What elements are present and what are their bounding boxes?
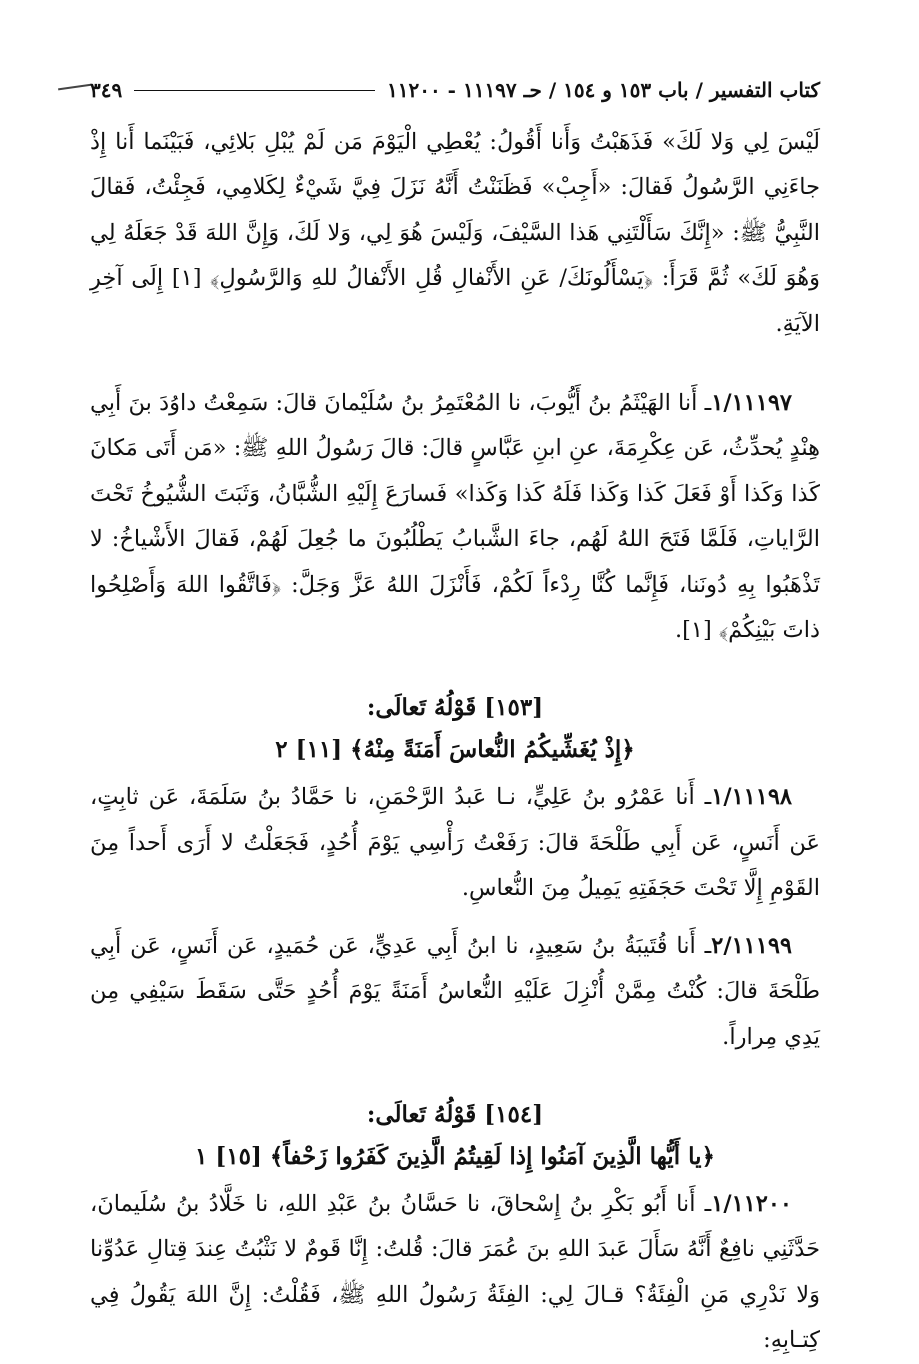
heading-label: [١٥٤] قَوْلُهُ تَعالَى:	[366, 1100, 544, 1128]
paragraph-text: لَيْسَ لِي وَلا لَكَ» فَذَهَبْتُ وَأَنا أَقُولُ: يُعْطِي الْيَوْمَ مَن لَمْ يُبْلِ بَلائِي، فَبَيْنَما أَنا إِذْ جاءَنِي الرَّسُولُ فَقالَ: «أَجِبْ» فَظَنَنْتُ أَنَّهُ نَزَلَ فِيَّ شَيْءٌ لِكَلامِي، فَجِئْتُ، فَقالَ النَّبِيُّ ﷺ: «إِنَّكَ سَأَلْتَنِي هَذا السَّيْفَ، وَلَيْسَ هُوَ لِي، وَلا لَكَ، وَإِنَّ اللهَ قَدْ جَعَلَهُ لِي وَهُوَ لَكَ» ثُمَّ قَرَأَ: ﴿يَسْأَلُونَكَ/ عَنِ الأَنْفالِ قُلِ الأَنْفالُ للهِ وَالرَّسُولِ﴾ [١] إِلَى آخِرِ الآيَةِ.	[90, 129, 820, 337]
heading-label: [١٥٣] قَوْلُهُ تَعالَى:	[366, 694, 544, 722]
hadith-11197	[90, 381, 820, 653]
hadith-text: ـ أَنا قُتَيبَةُ بنُ سَعِيدٍ، نا ابنُ أَبِي عَدِيٍّ، عَن حُمَيدٍ، عَن أَنَسٍ، عَن أَبِي طَلْحَةَ قالَ: كُنْتُ مِمَّنْ أُنْزِلَ عَلَيْهِ النُّعاسُ أَمَنَةً يَوْمَ أُحُدٍ حَتَّى سَقَطَ سَيْفِي مِن يَدِي مِراراً.	[90, 932, 820, 1050]
hadith-number: ١/١١٢٠٠	[711, 1190, 792, 1217]
page-number: ٣٤٩	[90, 78, 123, 102]
spacer	[90, 1060, 820, 1094]
hadith-11199	[90, 924, 820, 1060]
hadith-text: ـ أَنا أَبُو بَكْرِ بنُ إِسْحاقَ، نا حَسَّانُ بنُ عَبْدِ اللهِ، نا خَلَّادُ بنُ سُلَيمانَ، حَدَّثَنِي نافِعٌ أَنَّهُ سَأَلَ عَبدَ اللهِ بنَ عُمَرَ قالَ: قُلتُ: إِنَّا قَومٌ لا نَثْبُتُ عِندَ قِتالِ عَدُوِّنا وَلا نَدْرِي مَنِ الْفِئَةُ؟ قـالَ لِي: الفِئَةُ رَسُولُ اللهِ ﷺ، فَقُلْتُ: إِنَّ اللهَ يَقُولُ فِي كِتـابِهِ:	[90, 1190, 820, 1354]
header-title: كتاب التفسير / باب ١٥٣ و ١٥٤ / حـ ١١١٩٧ - ١١٢٠٠	[387, 78, 820, 102]
section-heading-154	[90, 1094, 820, 1178]
book-page	[90, 78, 820, 1364]
section-heading-153	[90, 687, 820, 771]
hadith-number: ١/١١١٩٨	[711, 784, 792, 811]
heading-verse: ﴿إِذْ يُغَشِّيكُمُ النُّعاسَ أَمَنَةً مِنْهُ﴾ [١١] ٢	[275, 736, 635, 764]
hadith-number: ٢/١١١٩٩	[711, 932, 792, 959]
hadith-11198	[90, 775, 820, 911]
hadith-text: ـ أَنا عَمْرُو بنُ عَلِيٍّ، نـا عَبدُ الرَّحْمَنِ، نا حَمَّادُ بنُ سَلَمَةَ، عَن ثابِتٍ، عَن أَنَسٍ، عَن أَبِي طَلْحَةَ قالَ: رَفَعْتُ رَأْسِي يَوْمَ أُحُدٍ، فَجَعَلْتُ لا أَرَى أَحداً مِنَ القَوْمِ إِلَّا تَحْتَ حَجَفَتِهِ يَمِيلُ مِنَ النُّعاسِ.	[90, 784, 820, 902]
hadith-11200	[90, 1182, 820, 1364]
header-rule	[134, 90, 375, 91]
margin-pen-mark	[58, 84, 92, 91]
spacer	[90, 347, 820, 381]
heading-verse: ﴿يا أَيُّها الَّذِينَ آمَنُوا إِذا لَقِيتُمُ الَّذِينَ كَفَرُوا زَحْفاً﴾ [١٥] ١	[195, 1142, 715, 1170]
spacer	[90, 653, 820, 687]
continuation-paragraph	[90, 120, 820, 347]
hadith-text: ـ أَنا الهَيْثَمُ بنُ أَيُّوبَ، نا المُعْتَمِرُ بنُ سُلَيْمانَ قالَ: سَمِعْتُ داوُدَ بنَ أَبِي هِنْدٍ يُحدِّثُ، عَن عِكْرِمَةَ، عنِ ابنِ عَبَّاسٍ قالَ: قالَ رَسُولُ اللهِ ﷺ: «مَن أَتَى مَكانَ كَذا وَكَذا أَوْ فَعَلَ كَذا وَكَذا فَلَهُ كَذا وَكَذا» فَسارَعَ إِلَيْهِ الشُّبَّانُ، وَثَبَتَ الشُّيُوخُ تَحْتَ الرَّاياتِ، فَلَمَّا فَتَحَ اللهُ لَهُم، جاءَ الشَّبابُ يَطْلُبُونَ ما جُعِلَ لَهُمْ، فَقالَ الأَشْياخُ: لا تَذْهَبُوا بِهِ دُونَنا، فَإِنَّما كُنَّا رِدْءاً لَكُمْ، فَأَنْزَلَ اللهُ عَزَّ وَجَلَّ: ﴿فَاتَّقُوا اللهَ وَأَصْلِحُوا ذاتَ بَيْنِكُمْ﴾ [١].	[90, 390, 820, 644]
spacer	[90, 912, 820, 924]
running-header	[90, 78, 820, 118]
hadith-number: ١/١١١٩٧	[711, 390, 792, 417]
